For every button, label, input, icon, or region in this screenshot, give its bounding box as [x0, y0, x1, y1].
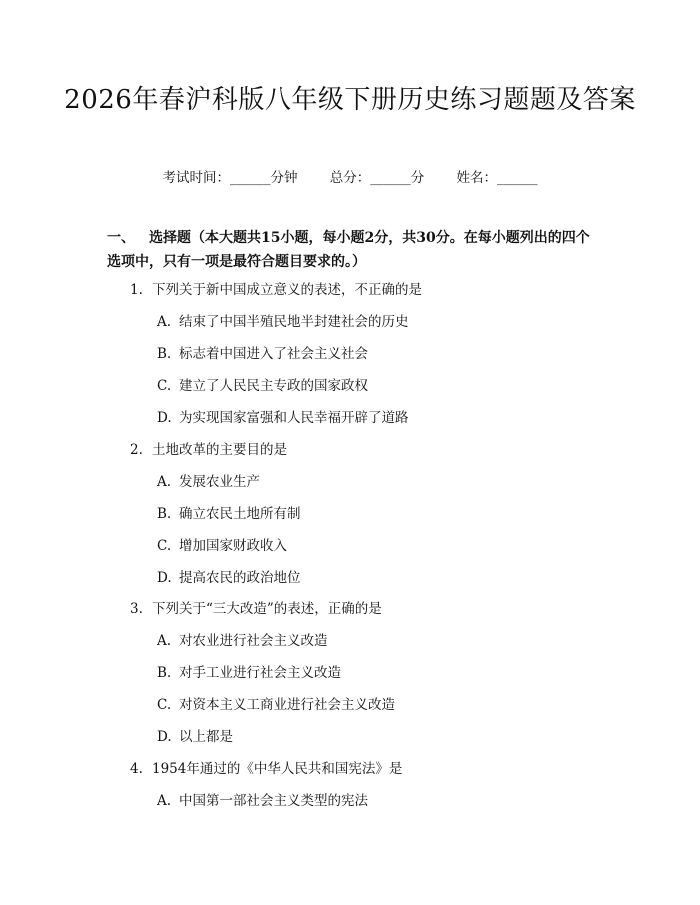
option-1b: [157, 345, 368, 363]
score-field: 总分：______分: [329, 170, 425, 186]
option-letter: D.: [157, 410, 172, 426]
option-letter: C.: [157, 378, 172, 394]
option-1c: [157, 377, 368, 395]
option-1d: [157, 409, 409, 427]
option-letter: C.: [157, 538, 172, 554]
question-number: 4.: [130, 761, 143, 777]
option-2d: [157, 569, 301, 587]
option-text: 结束了中国半殖民地半封建社会的历史: [179, 314, 409, 330]
page-title: 2026年春沪科版八年级下册历史练习题题及答案: [64, 85, 636, 115]
question-stem: 1954年通过的《中华人民共和国宪法》是: [152, 761, 403, 777]
option-4a: [157, 792, 368, 810]
option-text: 提高农民的政治地位: [179, 570, 301, 586]
option-3b: [157, 664, 341, 682]
option-3a: [157, 632, 328, 650]
question-number: 3.: [130, 601, 143, 617]
question-number: 1.: [130, 282, 143, 298]
question-4: [130, 760, 402, 778]
option-3d: [157, 728, 233, 746]
option-text: 为实现国家富强和人民幸福开辟了道路: [179, 410, 409, 426]
option-letter: A.: [157, 314, 172, 330]
section-heading: [107, 226, 600, 274]
option-letter: B.: [157, 346, 172, 362]
option-text: 建立了人民民主专政的国家政权: [179, 378, 368, 394]
option-letter: A.: [157, 793, 172, 809]
option-text: 对农业进行社会主义改造: [179, 633, 328, 649]
section-number: 一、: [107, 230, 135, 246]
question-stem: 土地改革的主要目的是: [152, 442, 287, 458]
option-3c: [157, 696, 395, 714]
option-letter: D.: [157, 729, 172, 745]
option-letter: D.: [157, 570, 172, 586]
option-1a: [157, 313, 409, 331]
time-field: 考试时间：______分钟: [162, 170, 298, 186]
section-text: 选择题（本大题共15小题，每小题2分，共30分。在每小题列出的四个选项中，只有一项是最符合题目要求的。）: [107, 230, 590, 270]
option-2b: [157, 505, 301, 523]
option-letter: A.: [157, 474, 172, 490]
option-text: 对手工业进行社会主义改造: [179, 665, 341, 681]
option-text: 确立农民土地所有制: [179, 506, 301, 522]
question-stem: 下列关于新中国成立意义的表述，不正确的是: [152, 282, 422, 298]
option-text: 增加国家财政收入: [179, 538, 287, 554]
question-3: [130, 600, 382, 618]
option-text: 标志着中国进入了社会主义社会: [179, 346, 368, 362]
option-text: 对资本主义工商业进行社会主义改造: [179, 697, 395, 713]
exam-meta: [0, 169, 700, 187]
option-text: 以上都是: [179, 729, 233, 745]
name-field: 姓名：______: [456, 170, 538, 186]
option-letter: B.: [157, 506, 172, 522]
option-text: 发展农业生产: [179, 474, 260, 490]
option-text: 中国第一部社会主义类型的宪法: [179, 793, 368, 809]
option-letter: B.: [157, 665, 172, 681]
option-2a: [157, 473, 260, 491]
question-1: [130, 281, 422, 299]
option-letter: C.: [157, 697, 172, 713]
option-2c: [157, 537, 287, 555]
question-number: 2.: [130, 442, 143, 458]
question-stem: 下列关于“三大改造”的表述，正确的是: [152, 601, 382, 617]
question-2: [130, 441, 287, 459]
option-letter: A.: [157, 633, 172, 649]
